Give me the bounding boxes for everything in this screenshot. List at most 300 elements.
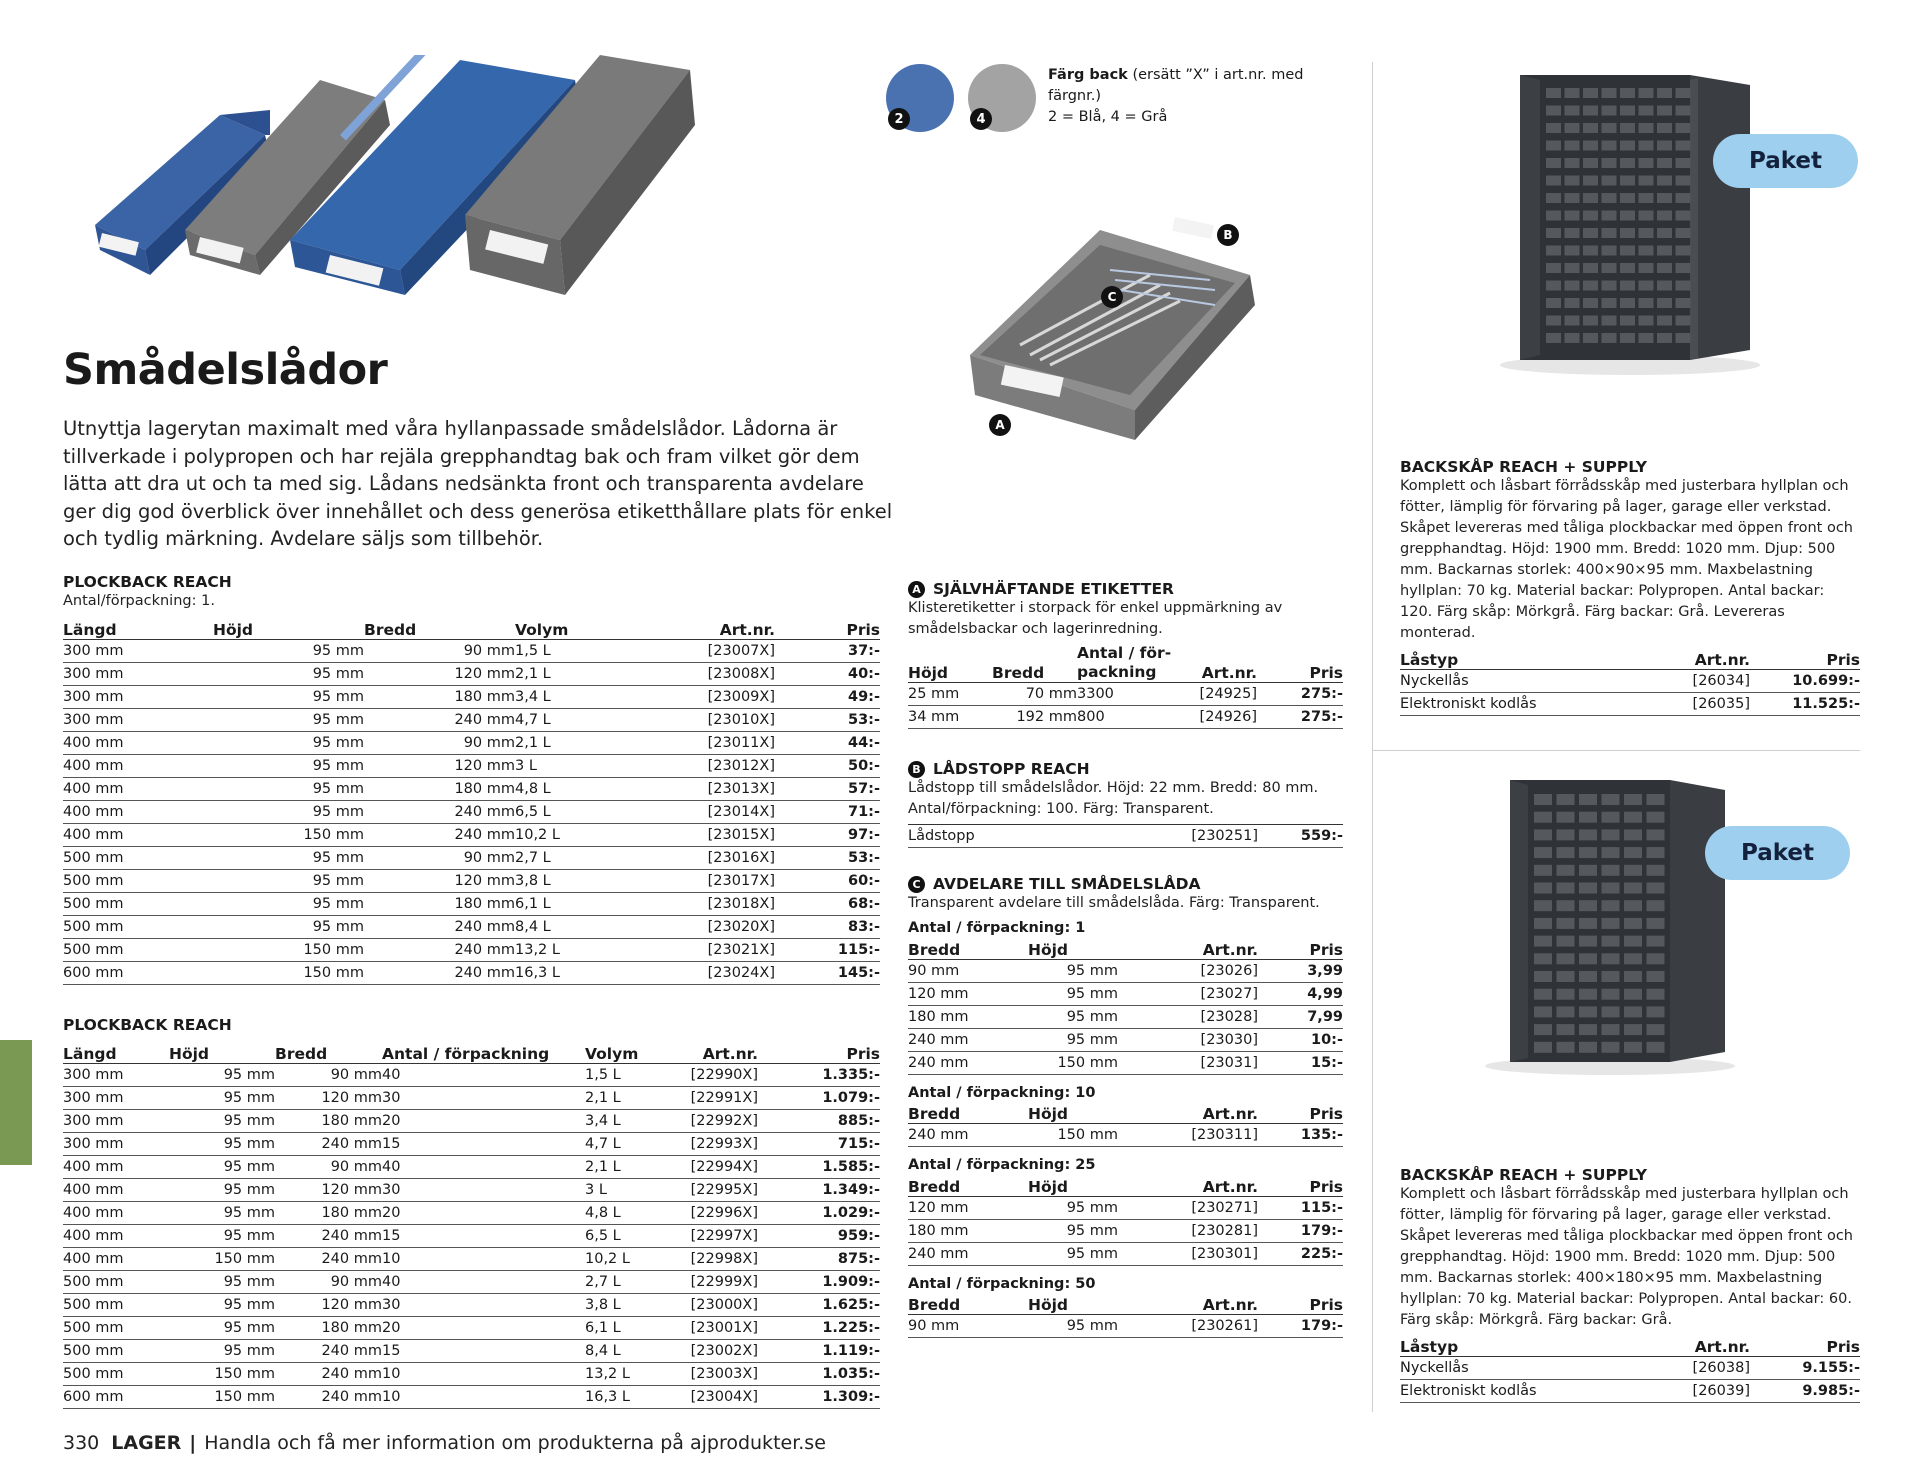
- cabinet-image-2: [1470, 770, 1850, 1080]
- storage-bins-image: [90, 55, 830, 325]
- table-row: [908, 1028, 1343, 1051]
- table-row: [63, 823, 880, 846]
- column-header: Höjd: [169, 1040, 275, 1063]
- cabinet-bin: [1546, 176, 1561, 186]
- table-row: [908, 1242, 1343, 1265]
- column-header: Pris: [1257, 644, 1343, 683]
- cell: 3,99: [1258, 959, 1343, 982]
- cell: 3,8 L: [515, 869, 665, 892]
- cell: 95 mm: [213, 685, 364, 708]
- cell: 4,8 L: [515, 777, 665, 800]
- cabinet-bin: [1583, 211, 1598, 221]
- table-row: [908, 1051, 1343, 1074]
- cabinet-bin: [1657, 211, 1672, 221]
- cell: 120 mm: [275, 1086, 382, 1109]
- plockback-title-1: PLOCKBACK REACH: [63, 573, 232, 591]
- column-header: Höjd: [908, 644, 992, 683]
- footer-text[interactable]: Handla och få mer information om produkterna på ajprodukter.se: [204, 1432, 826, 1454]
- cabinet-bin: [1557, 1042, 1575, 1053]
- column-header: Höjd: [213, 616, 364, 639]
- table-row: [63, 1201, 880, 1224]
- cell: 3300: [1077, 683, 1177, 706]
- cabinet-bin: [1583, 333, 1598, 343]
- cell: 3,8 L: [585, 1293, 675, 1316]
- column-header: Pris: [758, 1040, 880, 1063]
- cell: 120 mm: [364, 869, 515, 892]
- cabinet-bin: [1602, 971, 1620, 982]
- cell: 240 mm: [364, 938, 515, 961]
- marker-a: A: [995, 418, 1005, 432]
- table-row: [63, 1224, 880, 1247]
- cell: [22996X]: [675, 1201, 758, 1224]
- cell: [230311]: [1158, 1124, 1258, 1147]
- cell: Nyckellås: [1400, 669, 1650, 692]
- cabinet-bin: [1620, 333, 1635, 343]
- cabinet-bin: [1647, 1042, 1665, 1053]
- column-header: Antal / för-packning: [1077, 644, 1177, 683]
- cabinet-bin: [1602, 158, 1617, 168]
- cabinet-bin: [1565, 333, 1580, 343]
- cell: 37:-: [775, 639, 880, 662]
- cabinet-bin: [1624, 829, 1642, 840]
- cell: [22990X]: [675, 1063, 758, 1086]
- cabinet-bin: [1546, 88, 1561, 98]
- cell: [23028]: [1158, 1005, 1258, 1028]
- cabinet-bin: [1620, 211, 1635, 221]
- pack-size-label: Antal / förpackning: 10: [908, 1084, 1096, 1101]
- cell: [23002X]: [675, 1339, 758, 1362]
- cell: 97:-: [775, 823, 880, 846]
- cell: 95 mm: [169, 1316, 275, 1339]
- cabinet-bin: [1579, 900, 1597, 911]
- cabinet-bin: [1639, 106, 1654, 116]
- cell: 1.349:-: [758, 1178, 880, 1201]
- cell: 90 mm: [908, 1315, 1028, 1338]
- cabinet-bin: [1620, 228, 1635, 238]
- cabinet-bin: [1557, 812, 1575, 823]
- cell: [23013X]: [665, 777, 775, 800]
- cell: [22995X]: [675, 1178, 758, 1201]
- column-header: Bredd: [275, 1040, 382, 1063]
- table-header-row: [63, 1040, 880, 1063]
- avdelare-table: [908, 1173, 1343, 1266]
- cell: 240 mm: [364, 823, 515, 846]
- cell: [26034]: [1650, 669, 1750, 692]
- cell: 95 mm: [169, 1086, 275, 1109]
- marker-b: B: [1223, 228, 1233, 242]
- cell: 180 mm: [908, 1219, 1028, 1242]
- cabinet-bin: [1602, 193, 1617, 203]
- cabinet-bin: [1602, 1024, 1620, 1035]
- cabinet-bin: [1534, 953, 1552, 964]
- cell: 49:-: [775, 685, 880, 708]
- cell: 15: [382, 1224, 585, 1247]
- cell: 95 mm: [169, 1063, 275, 1086]
- cell: [23027]: [1158, 982, 1258, 1005]
- cell: 300 mm: [63, 1086, 169, 1109]
- cell: 600 mm: [63, 1385, 169, 1408]
- column-header: Pris: [1258, 936, 1343, 959]
- cell: [23007X]: [665, 639, 775, 662]
- table-row: [63, 1339, 880, 1362]
- cell: 95 mm: [213, 846, 364, 869]
- cell: 600 mm: [63, 961, 213, 984]
- table-header-row: [63, 616, 880, 639]
- cabinet-bin: [1624, 1024, 1642, 1035]
- intro-paragraph: Utnyttja lagerytan maximalt med våra hyllanpassade smådelslådor. Lådorna är tillverkade i polypropen och har rejäla grepphandtag bak och fram vilket gör dem lätta att dra ut och ta med sig. Lådans nedsänkta front och transparenta avdelare ger dig god överblick över innehållet och dess generösa etiketthållare plats för enkel och tydlig märkning. Avdelare säljs som tillbehör.: [63, 417, 893, 550]
- cabinet-bin: [1579, 953, 1597, 964]
- cell: 3 L: [515, 754, 665, 777]
- cabinet-bin: [1620, 88, 1635, 98]
- cabinet-bin: [1579, 865, 1597, 876]
- cabinet-bin: [1565, 281, 1580, 291]
- column-header: Bredd: [364, 616, 515, 639]
- column-header: Bredd: [992, 644, 1077, 683]
- cabinet-bin: [1657, 263, 1672, 273]
- ladstopp-title: LÅDSTOPP REACH: [933, 760, 1090, 778]
- table-header-row: [908, 1101, 1343, 1124]
- cabinet-title-2: BACKSKÅP REACH + SUPPLY: [1400, 1166, 1647, 1184]
- cabinet-bin: [1676, 246, 1691, 256]
- cell: [230251]: [1158, 825, 1258, 848]
- cabinet-bin: [1557, 883, 1575, 894]
- cabinet-bin: [1657, 141, 1672, 151]
- cabinet-bin: [1639, 193, 1654, 203]
- cell: 240 mm: [275, 1247, 382, 1270]
- cell: [230261]: [1158, 1315, 1258, 1338]
- table-row: [908, 683, 1343, 706]
- column-header: Art.nr.: [1650, 646, 1750, 669]
- cell: 1.625:-: [758, 1293, 880, 1316]
- cell: 90 mm: [364, 639, 515, 662]
- cabinet-bin: [1546, 106, 1561, 116]
- cabinet-bin: [1647, 829, 1665, 840]
- cabinet-bin: [1647, 847, 1665, 858]
- table-row: [908, 1124, 1343, 1147]
- cabinet-bin: [1676, 123, 1691, 133]
- cell: 225:-: [1258, 1242, 1343, 1265]
- cell: [23015X]: [665, 823, 775, 846]
- cell: [23012X]: [665, 754, 775, 777]
- cell: 10,2 L: [585, 1247, 675, 1270]
- cell: 10,2 L: [515, 823, 665, 846]
- table-row: [63, 1385, 880, 1408]
- cell: 10: [382, 1247, 585, 1270]
- cabinet-bin: [1639, 176, 1654, 186]
- table-row: [63, 1086, 880, 1109]
- cabinet-bin: [1676, 228, 1691, 238]
- cabinet-bin: [1624, 971, 1642, 982]
- cabinet-bin: [1624, 953, 1642, 964]
- cell: 95 mm: [1028, 1005, 1158, 1028]
- cell: 180 mm: [364, 892, 515, 915]
- cell: 180 mm: [908, 1005, 1028, 1028]
- cell: 1.079:-: [758, 1086, 880, 1109]
- cabinet-bin: [1579, 936, 1597, 947]
- cabinet-bin: [1546, 141, 1561, 151]
- cell: Nyckellås: [1400, 1356, 1650, 1379]
- cabinet-bin: [1647, 1006, 1665, 1017]
- cell: 30: [382, 1086, 585, 1109]
- cell: 115:-: [775, 938, 880, 961]
- cell: 11.525:-: [1750, 692, 1860, 715]
- cabinet-bin: [1676, 333, 1691, 343]
- cabinet-bin: [1676, 158, 1691, 168]
- cell: 1,5 L: [585, 1063, 675, 1086]
- cell: [23004X]: [675, 1385, 758, 1408]
- cabinet-bin: [1602, 1042, 1620, 1053]
- cell: [23016X]: [665, 846, 775, 869]
- table-row: [63, 1178, 880, 1201]
- cabinet-bin: [1620, 123, 1635, 133]
- cabinet-bin: [1565, 193, 1580, 203]
- cell: Elektroniskt kodlås: [1400, 692, 1650, 715]
- cell: 90 mm: [275, 1063, 382, 1086]
- cabinet-bin: [1602, 141, 1617, 151]
- cell: 150 mm: [1028, 1051, 1158, 1074]
- section-color-tab: [0, 1040, 32, 1165]
- column-header: Art.nr.: [675, 1040, 758, 1063]
- cabinet-bin: [1546, 123, 1561, 133]
- cabinet-bin: [1676, 281, 1691, 291]
- table-row: [63, 685, 880, 708]
- table-row: [63, 1247, 880, 1270]
- cell: 1.909:-: [758, 1270, 880, 1293]
- column-header: Pris: [1258, 1101, 1343, 1124]
- cell: [26039]: [1650, 1379, 1750, 1402]
- cell: 3,4 L: [515, 685, 665, 708]
- cell: 500 mm: [63, 1362, 169, 1385]
- cell: 300 mm: [63, 662, 213, 685]
- cabinet-bin: [1579, 812, 1597, 823]
- cabinet-bin: [1557, 1006, 1575, 1017]
- cabinet-bin: [1534, 971, 1552, 982]
- cabinet-bin: [1565, 246, 1580, 256]
- cell: 9.985:-: [1750, 1379, 1860, 1402]
- cell: 40: [382, 1270, 585, 1293]
- cell: 500 mm: [63, 1293, 169, 1316]
- cell: 40:-: [775, 662, 880, 685]
- pack-size-label: Antal / förpackning: 25: [908, 1157, 1096, 1173]
- cell: 500 mm: [63, 1316, 169, 1339]
- table-row: [63, 846, 880, 869]
- cabinet-bin: [1657, 193, 1672, 203]
- cabinet-bin: [1620, 298, 1635, 308]
- cell: 4,8 L: [585, 1201, 675, 1224]
- table-row: [63, 892, 880, 915]
- table-header-row: [908, 1292, 1343, 1315]
- cell: [22998X]: [675, 1247, 758, 1270]
- column-header: Art.nr.: [1158, 1173, 1258, 1196]
- cell: [22994X]: [675, 1155, 758, 1178]
- page-title: Smådelslådor: [63, 345, 388, 395]
- cell: 400 mm: [63, 754, 213, 777]
- cell: 16,3 L: [515, 961, 665, 984]
- cabinet-bin: [1624, 812, 1642, 823]
- cell: 240 mm: [275, 1224, 382, 1247]
- cabinet-bin: [1534, 936, 1552, 947]
- cabinet-bin: [1657, 316, 1672, 326]
- cell: 95 mm: [1028, 982, 1158, 1005]
- cell: 3,4 L: [585, 1109, 675, 1132]
- cabinet-bin: [1639, 298, 1654, 308]
- cell: [22992X]: [675, 1109, 758, 1132]
- cell: 959:-: [758, 1224, 880, 1247]
- cell: [23020X]: [665, 915, 775, 938]
- table-row: [63, 1063, 880, 1086]
- cabinet-bin: [1647, 1024, 1665, 1035]
- cabinet-bin: [1657, 228, 1672, 238]
- cabinet-bin: [1602, 333, 1617, 343]
- cell: 120 mm: [275, 1293, 382, 1316]
- column-header: Höjd: [1028, 1173, 1158, 1196]
- cabinet-bin: [1602, 228, 1617, 238]
- table-row: [908, 1315, 1343, 1338]
- cabinet-bin: [1534, 918, 1552, 929]
- cabinet-bin: [1557, 865, 1575, 876]
- cell: 240 mm: [275, 1362, 382, 1385]
- cell: 95 mm: [1028, 1028, 1158, 1051]
- column-header: Pris: [775, 616, 880, 639]
- cabinet-bin: [1579, 829, 1597, 840]
- cabinet-bin: [1624, 847, 1642, 858]
- cell: 275:-: [1257, 706, 1343, 729]
- cabinet-bin: [1620, 158, 1635, 168]
- cell: 500 mm: [63, 1339, 169, 1362]
- paket-badge-2: Paket: [1705, 826, 1850, 880]
- cell: 95 mm: [169, 1109, 275, 1132]
- cabinet-bin: [1546, 316, 1561, 326]
- cell: [23000X]: [675, 1293, 758, 1316]
- cell: 1.035:-: [758, 1362, 880, 1385]
- cabinet-bin: [1546, 263, 1561, 273]
- cabinet-bin: [1624, 989, 1642, 1000]
- cell: 500 mm: [63, 869, 213, 892]
- cell: 2,7 L: [585, 1270, 675, 1293]
- cabinet-bin: [1602, 316, 1617, 326]
- cell: 500 mm: [63, 846, 213, 869]
- table-row: [908, 825, 1343, 848]
- cell: 400 mm: [63, 823, 213, 846]
- cabinet-bin: [1602, 106, 1617, 116]
- cell: 10: [382, 1385, 585, 1408]
- avdelare-title: AVDELARE TILL SMÅDELSLÅDA: [933, 875, 1201, 893]
- cell: 300 mm: [63, 1132, 169, 1155]
- marker-c: C: [1107, 290, 1117, 304]
- cell: 95 mm: [213, 915, 364, 938]
- cabinet-bin: [1557, 918, 1575, 929]
- cell: 400 mm: [63, 1178, 169, 1201]
- cabinet-bin: [1624, 794, 1642, 805]
- table-header-row: [1400, 1333, 1860, 1356]
- cell: 400 mm: [63, 1155, 169, 1178]
- cabinet-section-2: [1400, 1166, 1860, 1403]
- cell: 300 mm: [63, 1109, 169, 1132]
- cell: [24925]: [1177, 683, 1257, 706]
- color-choice-label: Färg back: [1048, 67, 1128, 83]
- cell: 1.335:-: [758, 1063, 880, 1086]
- cell: 20: [382, 1201, 585, 1224]
- cell: 95 mm: [1028, 1196, 1158, 1219]
- column-header: Volym: [515, 616, 665, 639]
- color-choice-values: 2 = Blå, 4 = Grå: [1048, 109, 1168, 125]
- cell: 180 mm: [275, 1201, 382, 1224]
- cell: 95 mm: [1028, 1242, 1158, 1265]
- cell: 180 mm: [275, 1316, 382, 1339]
- cabinet-bin: [1534, 900, 1552, 911]
- plockback-table-1: [63, 616, 880, 985]
- cabinet-bin: [1602, 989, 1620, 1000]
- cabinet-bin: [1565, 106, 1580, 116]
- avdelare-table: [908, 1101, 1343, 1148]
- cell: 13,2 L: [515, 938, 665, 961]
- table-row: [63, 1362, 880, 1385]
- cabinet-bin: [1657, 281, 1672, 291]
- cabinet-bin: [1546, 211, 1561, 221]
- page-footer: 330 LAGER | Handla och få mer information om produkterna på ajprodukter.se: [63, 1432, 826, 1454]
- cell: 95 mm: [1028, 1219, 1158, 1242]
- table-row: [908, 1196, 1343, 1219]
- cabinet-bin: [1583, 281, 1598, 291]
- table-header-row: [908, 936, 1343, 959]
- table-row: [63, 662, 880, 685]
- cell: 7,99: [1258, 1005, 1343, 1028]
- cell: 192 mm: [992, 706, 1077, 729]
- cabinet-bin: [1602, 281, 1617, 291]
- cell: 180 mm: [364, 777, 515, 800]
- cabinet-bin: [1534, 883, 1552, 894]
- cabinet-bin: [1602, 883, 1620, 894]
- table-header-row: [1400, 646, 1860, 669]
- cell: [24926]: [1177, 706, 1257, 729]
- cabinet-bin: [1676, 106, 1691, 116]
- cell: 44:-: [775, 731, 880, 754]
- cabinet-bin: [1624, 1042, 1642, 1053]
- cabinet-bin: [1639, 141, 1654, 151]
- cabinet-bin: [1534, 794, 1552, 805]
- cell: [23018X]: [665, 892, 775, 915]
- cell: 15: [382, 1339, 585, 1362]
- cabinet-bin: [1620, 316, 1635, 326]
- paket-badge-1: Paket: [1713, 134, 1858, 188]
- column-header: Pris: [1258, 1292, 1343, 1315]
- cell: Elektroniskt kodlås: [1400, 1379, 1650, 1402]
- cell: [22993X]: [675, 1132, 758, 1155]
- cell: 95 mm: [213, 754, 364, 777]
- cell: 9.155:-: [1750, 1356, 1860, 1379]
- cell: 8,4 L: [515, 915, 665, 938]
- cell: 179:-: [1258, 1219, 1343, 1242]
- cell: 95 mm: [1028, 959, 1158, 982]
- cell: 6,5 L: [585, 1224, 675, 1247]
- cell: [23003X]: [675, 1362, 758, 1385]
- cell: 90 mm: [364, 846, 515, 869]
- cell: [23008X]: [665, 662, 775, 685]
- cabinet-bin: [1557, 971, 1575, 982]
- cell: 40: [382, 1063, 585, 1086]
- cell: 150 mm: [169, 1385, 275, 1408]
- cabinet-bin: [1676, 298, 1691, 308]
- cell: 60:-: [775, 869, 880, 892]
- cell: 400 mm: [63, 777, 213, 800]
- pack-size-label: Antal / förpackning: 1: [908, 920, 1086, 936]
- cabinet-bin: [1657, 158, 1672, 168]
- table-row: [908, 1219, 1343, 1242]
- cell: 1.029:-: [758, 1201, 880, 1224]
- cabinet-bin: [1620, 263, 1635, 273]
- ladstopp-table: [908, 824, 1343, 848]
- cabinet-bin: [1602, 953, 1620, 964]
